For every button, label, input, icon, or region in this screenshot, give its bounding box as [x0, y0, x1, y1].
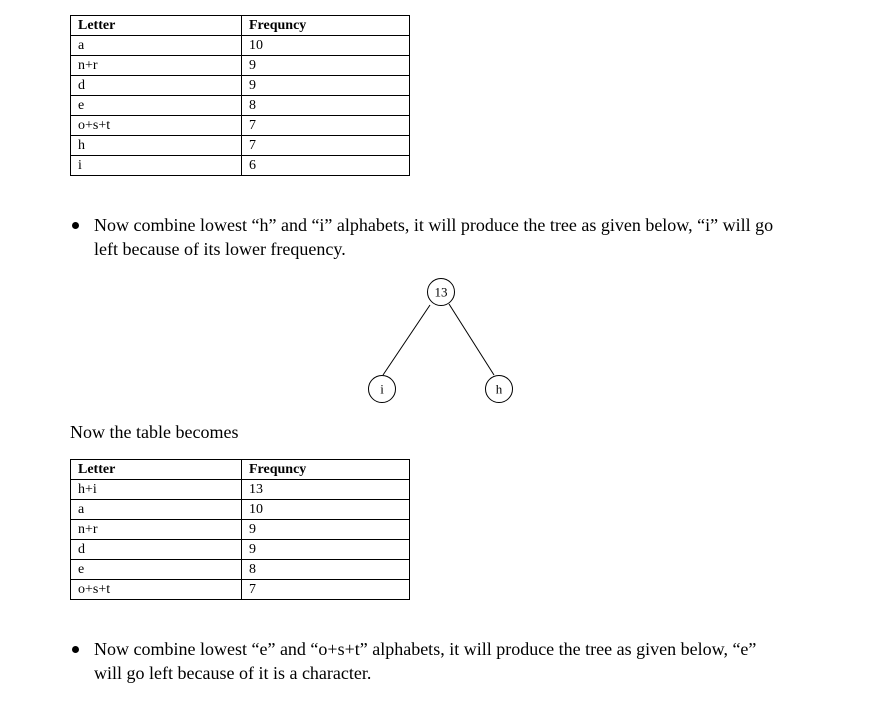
bullet-item — [72, 213, 842, 263]
bullet-line: will go left because of it is a character. — [94, 663, 372, 683]
table-row — [71, 520, 410, 540]
frequency-cell: 7 — [242, 136, 410, 156]
frequency-table-1 — [70, 15, 410, 176]
letter-cell: h+i — [71, 480, 242, 500]
bullet-line: Now combine lowest “h” and “i” alphabets, it will produce the tree as given below, “i” will go — [94, 215, 774, 235]
frequency-cell: 6 — [242, 156, 410, 176]
header-frequency: Frequncy — [242, 16, 410, 36]
table-row — [71, 540, 410, 560]
tree-node-right — [486, 376, 513, 403]
bullet-item — [72, 637, 842, 687]
tree-node-label: 13 — [434, 284, 448, 300]
letter-cell: h — [71, 136, 242, 156]
tree-node-label: i — [380, 381, 384, 397]
tree-edge-right — [449, 304, 494, 375]
letter-cell: a — [71, 500, 242, 520]
bullet-text — [94, 213, 842, 261]
letter-cell: i — [71, 156, 242, 176]
frequency-table-2 — [70, 459, 410, 600]
frequency-cell: 10 — [242, 500, 410, 520]
header-letter: Letter — [71, 460, 242, 480]
table-row — [71, 36, 410, 56]
letter-cell: n+r — [71, 56, 242, 76]
table-row — [71, 136, 410, 156]
frequency-cell: 13 — [242, 480, 410, 500]
table-row — [71, 76, 410, 96]
letter-cell: a — [71, 36, 242, 56]
paragraph-text: Now the table becomes — [70, 422, 239, 442]
bullet-line: left because of its lower frequency. — [94, 239, 346, 259]
letter-cell: n+r — [71, 520, 242, 540]
table-row — [71, 580, 410, 600]
letter-cell: e — [71, 560, 242, 580]
header-letter: Letter — [71, 16, 242, 36]
tree-node-root — [428, 279, 455, 306]
tree-node-label: h — [495, 381, 503, 397]
frequency-cell: 8 — [242, 560, 410, 580]
table-row — [71, 500, 410, 520]
frequency-cell: 7 — [242, 580, 410, 600]
bullet-text — [94, 637, 842, 685]
frequency-cell: 9 — [242, 56, 410, 76]
table-row — [71, 116, 410, 136]
letter-cell: o+s+t — [71, 116, 242, 136]
frequency-cell: 7 — [242, 116, 410, 136]
table-header-row — [71, 460, 410, 480]
frequency-cell: 9 — [242, 520, 410, 540]
table-row — [71, 480, 410, 500]
header-frequency: Frequncy — [242, 460, 410, 480]
letter-cell: o+s+t — [71, 580, 242, 600]
letter-cell: e — [71, 96, 242, 116]
letter-cell: d — [71, 540, 242, 560]
frequency-cell: 9 — [242, 540, 410, 560]
table-row — [71, 56, 410, 76]
frequency-cell: 9 — [242, 76, 410, 96]
table-row — [71, 156, 410, 176]
table-row — [71, 96, 410, 116]
letter-cell: d — [71, 76, 242, 96]
tree-node-left — [369, 376, 396, 403]
table-row — [71, 560, 410, 580]
table-header-row — [71, 16, 410, 36]
bullet-dot-icon — [72, 646, 79, 653]
frequency-cell: 8 — [242, 96, 410, 116]
frequency-cell: 10 — [242, 36, 410, 56]
bullet-dot-icon — [72, 222, 79, 229]
huffman-tree-diagram — [360, 276, 520, 410]
bullet-line: Now combine lowest “e” and “o+s+t” alphabets, it will produce the tree as given below, “e” — [94, 639, 757, 659]
tree-edge-left — [383, 305, 430, 375]
